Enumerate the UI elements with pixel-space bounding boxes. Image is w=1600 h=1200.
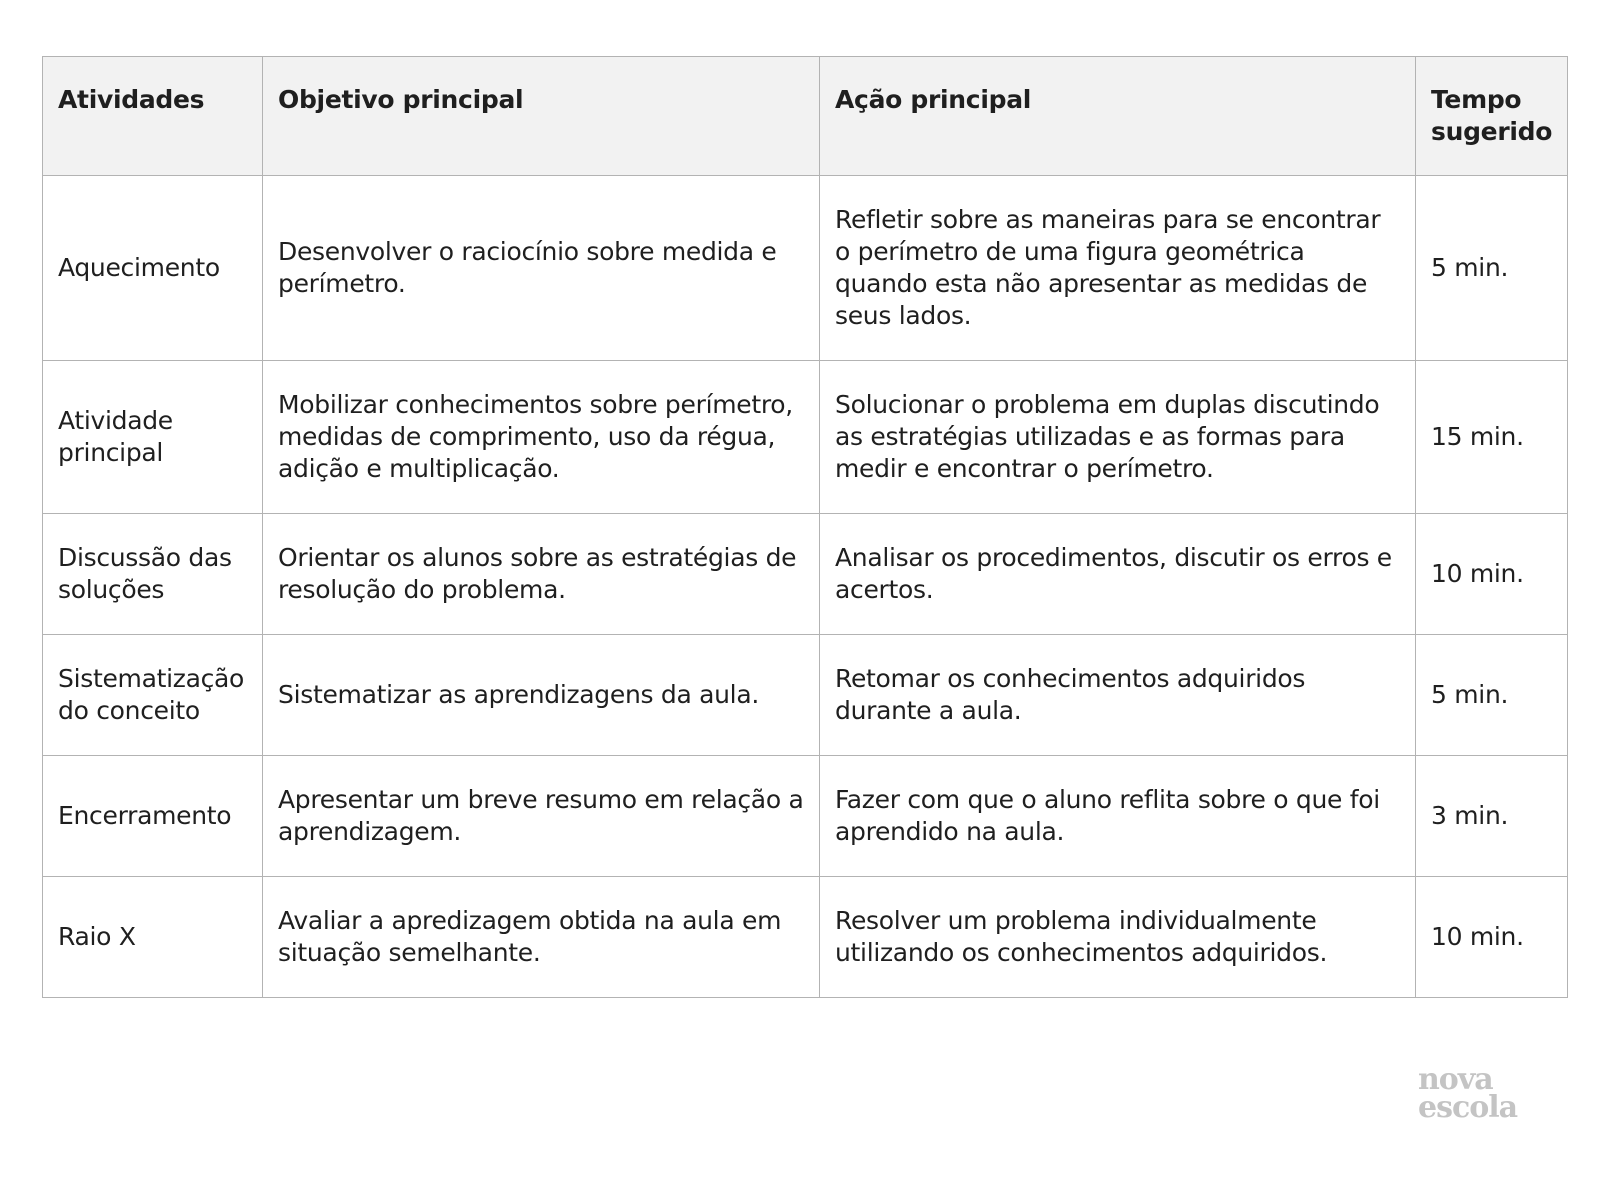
cell-objetivo: Orientar os alunos sobre as estratégias de resolução do problema.	[263, 514, 820, 635]
cell-tempo: 10 min.	[1416, 514, 1568, 635]
table-row	[43, 877, 1568, 998]
cell-tempo: 5 min.	[1416, 635, 1568, 756]
header-tempo: Tempo sugerido	[1416, 57, 1568, 176]
header-objetivo: Objetivo principal	[263, 57, 820, 176]
table-header	[43, 57, 1568, 176]
cell-objetivo: Mobilizar conhecimentos sobre perímetro, medidas de comprimento, uso da régua, adição e multiplicação.	[263, 361, 820, 514]
lesson-plan-table	[42, 56, 1568, 998]
cell-acao: Analisar os procedimentos, discutir os erros e acertos.	[820, 514, 1416, 635]
cell-objetivo: Desenvolver o raciocínio sobre medida e perímetro.	[263, 176, 820, 361]
table-body	[43, 176, 1568, 998]
header-atividades: Atividades	[43, 57, 263, 176]
cell-acao: Resolver um problema individualmente utilizando os conhecimentos adquiridos.	[820, 877, 1416, 998]
cell-tempo: 3 min.	[1416, 756, 1568, 877]
logo-line-1: nova	[1418, 1062, 1493, 1097]
header-row	[43, 57, 1568, 176]
cell-tempo: 15 min.	[1416, 361, 1568, 514]
cell-acao: Refletir sobre as maneiras para se encontrar o perímetro de uma figura geométrica quando esta não apresentar as medidas de seus lados.	[820, 176, 1416, 361]
cell-atividade: Aquecimento	[43, 176, 263, 361]
cell-atividade: Raio X	[43, 877, 263, 998]
table-row	[43, 756, 1568, 877]
header-acao: Ação principal	[820, 57, 1416, 176]
cell-atividade: Discussão das soluções	[43, 514, 263, 635]
cell-objetivo: Apresentar um breve resumo em relação a aprendizagem.	[263, 756, 820, 877]
table-row	[43, 361, 1568, 514]
cell-tempo: 10 min.	[1416, 877, 1568, 998]
cell-atividade: Sistematização do conceito	[43, 635, 263, 756]
table-row	[43, 514, 1568, 635]
cell-objetivo: Avaliar a apredizagem obtida na aula em situação semelhante.	[263, 877, 820, 998]
cell-acao: Retomar os conhecimentos adquiridos durante a aula.	[820, 635, 1416, 756]
logo-line-2: escola	[1418, 1090, 1518, 1125]
cell-atividade: Atividade principal	[43, 361, 263, 514]
table-row	[43, 635, 1568, 756]
nova-escola-logo	[1418, 1062, 1568, 1125]
table-row	[43, 176, 1568, 361]
cell-objetivo: Sistematizar as aprendizagens da aula.	[263, 635, 820, 756]
cell-tempo: 5 min.	[1416, 176, 1568, 361]
cell-acao: Solucionar o problema em duplas discutindo as estratégias utilizadas e as formas para medir e encontrar o perímetro.	[820, 361, 1416, 514]
cell-atividade: Encerramento	[43, 756, 263, 877]
cell-acao: Fazer com que o aluno reflita sobre o que foi aprendido na aula.	[820, 756, 1416, 877]
